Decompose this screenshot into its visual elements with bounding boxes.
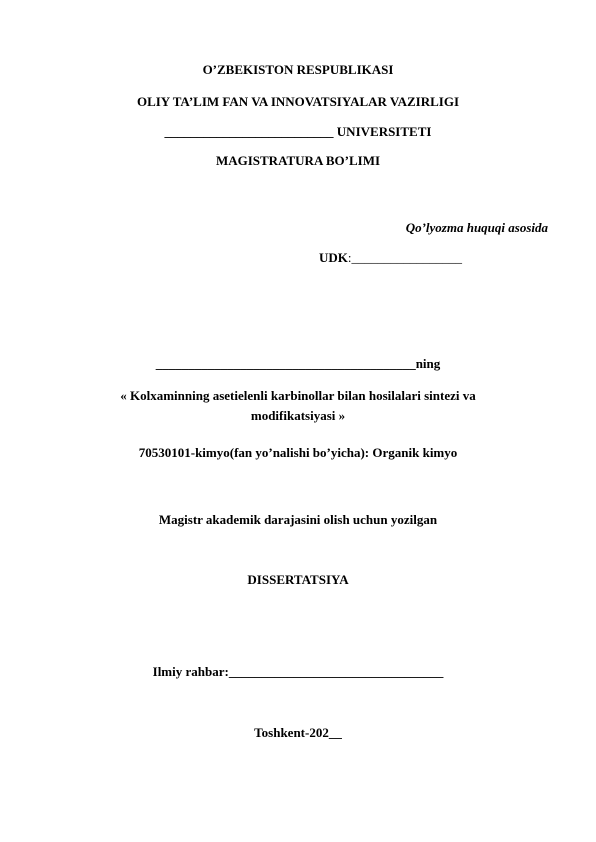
university-heading: __________________________ UNIVERSITETI bbox=[164, 124, 432, 139]
author-line: ________________________________________ning bbox=[155, 356, 441, 371]
udk-label: UDK bbox=[319, 250, 348, 265]
department-heading: MAGISTRATURA BO’LIMI bbox=[215, 153, 381, 168]
thesis-title: « Kolxaminning asetielenli karbinollar bilan hosilalari sintezi va modifikatsiyasi » bbox=[120, 388, 476, 423]
supervisor-line: Ilmiy rahbar:_________________________________ bbox=[152, 664, 444, 679]
degree-note: Magistr akademik darajasini olish uchun yozilgan bbox=[158, 512, 438, 527]
place-year: Toshkent-202__ bbox=[254, 725, 342, 740]
manuscript-rights-note: Qo’lyozma huquqi asosida bbox=[405, 220, 548, 235]
udk-colon: : bbox=[347, 250, 352, 265]
document-type: DISSERTATSIYA bbox=[247, 572, 349, 587]
republic-heading: O’ZBEKISTON RESPUBLIKASI bbox=[202, 62, 394, 77]
udk-blank: _________________ bbox=[351, 250, 463, 265]
udk-field bbox=[319, 250, 462, 266]
ministry-heading: OLIY TA’LIM FAN VA INNOVATSIYALAR VAZIRLIGI bbox=[136, 94, 460, 109]
specialty-line: 70530101-kimyo(fan yo’nalishi bo’yicha): Organik kimyo bbox=[138, 445, 458, 460]
